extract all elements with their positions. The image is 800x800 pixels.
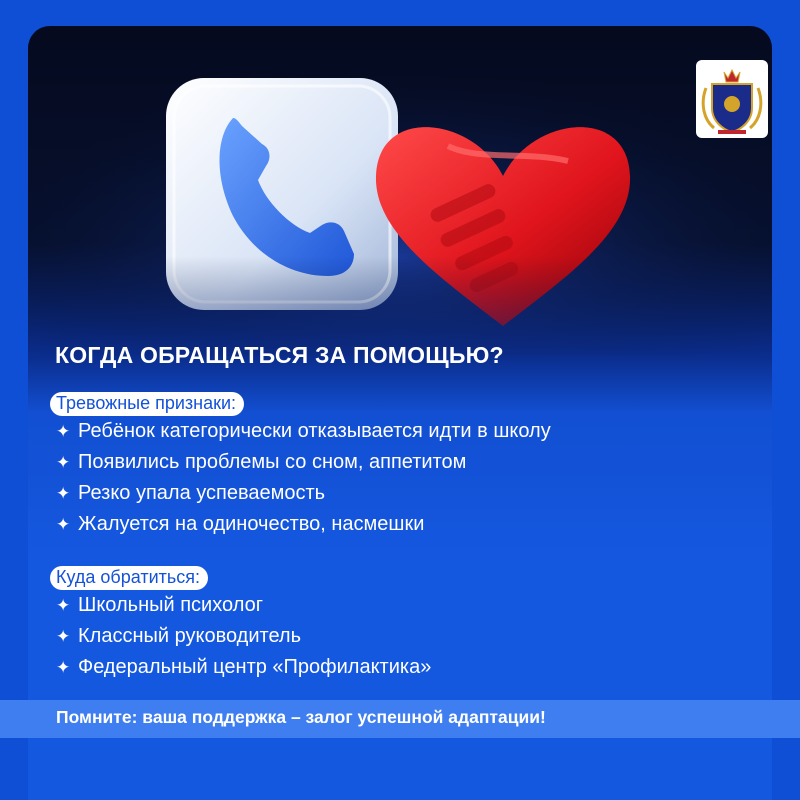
list-item: ✦ Федеральный центр «Профилактика» [56, 652, 431, 683]
star-bullet-icon: ✦ [56, 422, 71, 441]
star-bullet-icon: ✦ [56, 658, 71, 677]
footer-message: Помните: ваша поддержка – залог успешной адаптации! [56, 707, 546, 727]
where-to-go-label: Куда обратиться: [50, 566, 208, 590]
hero-illustration [28, 26, 772, 356]
list-item: ✦ Классный руководитель [56, 621, 431, 652]
page-title: КОГДА ОБРАЩАТЬСЯ ЗА ПОМОЩЬЮ? [55, 342, 504, 368]
list-item: ✦ Школьный психолог [56, 590, 431, 621]
list-item: ✦ Ребёнок категорически отказывается идти в школу [56, 416, 551, 447]
list-item: ✦ Резко упала успеваемость [56, 478, 551, 509]
list-item: ✦ Жалуется на одиночество, насмешки [56, 509, 551, 540]
coat-of-arms-icon [696, 60, 768, 138]
warning-signs-label: Тревожные признаки: [50, 392, 244, 416]
warning-signs-list [56, 416, 551, 540]
where-to-go-list [56, 590, 431, 683]
star-bullet-icon: ✦ [56, 453, 71, 472]
star-bullet-icon: ✦ [56, 484, 71, 503]
star-bullet-icon: ✦ [56, 596, 71, 615]
star-bullet-icon: ✦ [56, 627, 71, 646]
star-bullet-icon: ✦ [56, 515, 71, 534]
list-item: ✦ Появились проблемы со сном, аппетитом [56, 447, 551, 478]
